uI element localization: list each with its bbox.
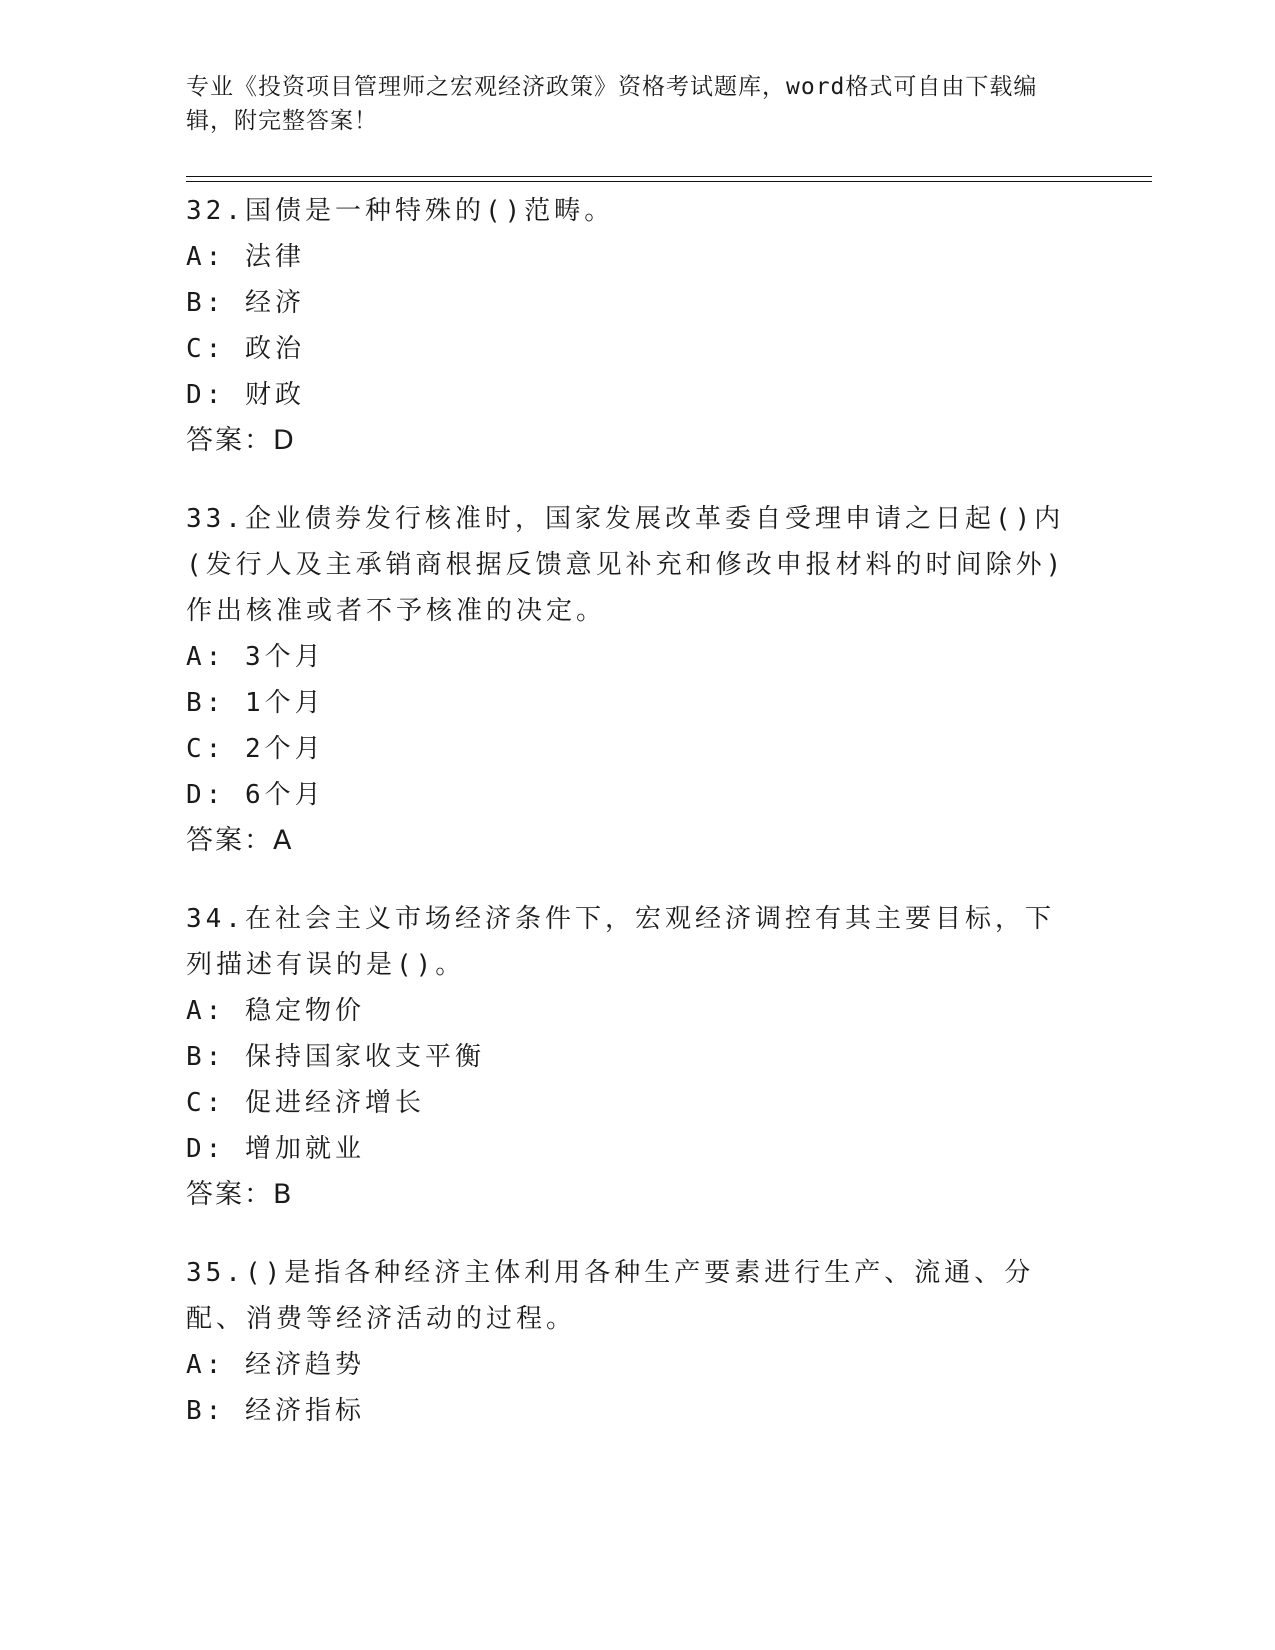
question-32: [186, 188, 1076, 464]
option-a: A: 3个月: [186, 642, 325, 672]
option-c: C: 政治: [186, 334, 305, 364]
question-35: [186, 1250, 1076, 1434]
option-c: C: 2个月: [186, 734, 325, 764]
header-divider-top: [186, 176, 1152, 177]
document-intro: 专业《投资项目管理师之宏观经济政策》资格考试题库，word格式可自由下载编辑，附完整答案！: [186, 74, 1038, 134]
question-stem: 35.()是指各种经济主体利用各种生产要素进行生产、流通、分配、消费等经济活动的过程。: [186, 1258, 1035, 1334]
option-b: B: 1个月: [186, 688, 325, 718]
option-b: B: 经济指标: [186, 1396, 365, 1426]
question-stem: 33.企业债券发行核准时，国家发展改革委自受理申请之日起()内(发行人及主承销商根据反馈意见补充和修改申报材料的时间除外)作出核准或者不予核准的决定。: [186, 504, 1066, 626]
header-divider-bottom: [186, 181, 1152, 182]
answer-line: 答案：B: [186, 1179, 294, 1210]
question-34: [186, 896, 1076, 1218]
option-d: D: 财政: [186, 380, 305, 410]
option-a: A: 稳定物价: [186, 996, 365, 1026]
option-d: D: 增加就业: [186, 1134, 365, 1164]
question-stem: 34.在社会主义市场经济条件下，宏观经济调控有其主要目标，下列描述有误的是()。: [186, 904, 1055, 980]
option-b: B: 经济: [186, 288, 305, 318]
option-a: A: 法律: [186, 242, 305, 272]
question-list: [186, 188, 1076, 1466]
option-a: A: 经济趋势: [186, 1350, 365, 1380]
answer-line: 答案：D: [186, 425, 296, 456]
question-33: [186, 496, 1076, 864]
option-c: C: 促进经济增长: [186, 1088, 425, 1118]
option-d: D: 6个月: [186, 780, 325, 810]
answer-line: 答案：A: [186, 825, 294, 856]
question-stem: 32.国债是一种特殊的()范畴。: [186, 196, 615, 226]
option-b: B: 保持国家收支平衡: [186, 1042, 485, 1072]
